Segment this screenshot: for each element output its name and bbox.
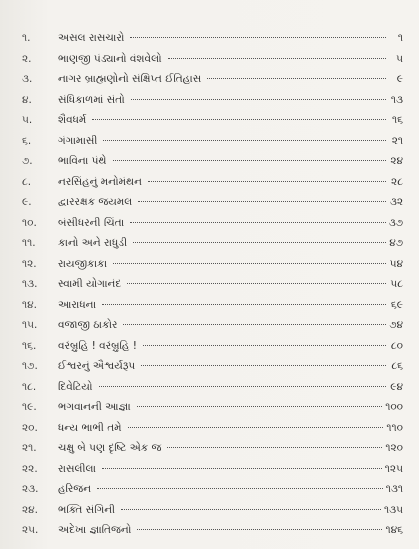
dot-leader <box>138 201 386 202</box>
toc-entry <box>22 28 403 49</box>
toc-entry-page: ૩૭ <box>388 216 403 229</box>
toc-entry-page: ૧૩ <box>390 93 403 106</box>
toc-entry-title: બંસીધરની ચિંતા <box>58 216 125 229</box>
dot-leader <box>143 345 386 346</box>
toc-entry-title: ભગવાનની આજ્ઞા <box>58 401 131 413</box>
toc-entry-page: ૨૮ <box>391 175 403 188</box>
toc-entry-number: ૨. <box>22 52 32 65</box>
toc-entry-title: અદેખા જ્ઞાતિજનો <box>58 524 132 536</box>
toc-entry-number: ૭. <box>22 155 33 167</box>
dot-leader <box>113 263 386 264</box>
toc-entry-page: ૪૭ <box>389 237 403 249</box>
toc-entry-page: ૮૬ <box>391 360 403 372</box>
toc-entry-title: કાનો અને રાધુડી <box>58 237 128 249</box>
toc-entry <box>22 377 403 398</box>
dot-leader <box>141 365 386 366</box>
toc-entry-title: નરસિંહનું મનોમંથન <box>58 175 142 188</box>
toc-list <box>22 28 403 541</box>
dot-leader <box>123 324 386 325</box>
toc-entry-title: સ્વામી યોગાનંદ <box>58 278 122 290</box>
toc-entry <box>22 254 403 275</box>
dot-leader <box>167 447 382 448</box>
dot-leader <box>128 427 384 428</box>
toc-entry <box>22 172 403 193</box>
toc-entry-title: સંધિકાળમાં સંતો <box>58 93 125 106</box>
dot-leader <box>137 529 382 530</box>
toc-entry-title: ભાવિના પંથે <box>58 155 107 167</box>
toc-entry-title: હરિજન <box>58 483 92 495</box>
toc-entry <box>22 295 403 316</box>
toc-entry-page: ૯૪ <box>390 380 403 393</box>
toc-entry-title: ઈશ્વરનું ઐશ્વર્યરૂપ <box>58 360 136 372</box>
toc-entry-number: ૧૨. <box>22 257 37 270</box>
toc-entry-page: ૧૩૧ <box>385 483 403 495</box>
toc-entry-number: ૧૪. <box>22 298 37 311</box>
toc-entry-number: ૪. <box>22 93 32 106</box>
dot-leader <box>113 160 387 161</box>
toc-entry-page: ૨૪ <box>390 155 403 167</box>
dot-leader <box>137 406 383 407</box>
toc-entry <box>22 233 403 254</box>
toc-entry-title: દ્વારરક્ષક જયમલ <box>58 196 133 208</box>
toc-entry-number: ૮. <box>22 175 32 188</box>
toc-entry <box>22 213 403 234</box>
toc-entry-title: દિવેટિયો <box>58 380 93 393</box>
toc-entry-title: ગંગામાસી <box>58 134 98 147</box>
toc-entry-title: રાયજીકાકા <box>58 257 108 270</box>
toc-entry-number: ૧૦. <box>22 216 37 229</box>
toc-entry-number: ૫. <box>22 114 33 126</box>
toc-entry <box>22 131 403 152</box>
toc-entry-number: ૨૦. <box>22 421 38 434</box>
dot-leader <box>130 222 386 223</box>
toc-entry <box>22 69 403 90</box>
dot-leader <box>103 140 386 141</box>
toc-entry-number: ૨૧. <box>22 442 37 454</box>
dot-leader <box>168 58 386 59</box>
toc-entry-number: ૧૮. <box>22 380 37 393</box>
toc-entry <box>22 356 403 377</box>
dot-leader <box>127 283 386 284</box>
toc-entry-number: ૨૩. <box>22 483 39 495</box>
toc-entry-page: ૩૨ <box>389 196 403 208</box>
toc-entry-number: ૧૩. <box>22 278 38 290</box>
toc-entry-number: ૧૭. <box>22 360 38 372</box>
toc-entry <box>22 192 403 213</box>
toc-entry-title: નાગર બ્રાહ્મણોનો સંક્ષિપ્ત ઈતિહાસ <box>58 73 202 85</box>
toc-entry-page: ૧૨૫ <box>384 462 403 475</box>
toc-entry-title: આરાધના <box>58 298 97 311</box>
dot-leader <box>102 304 386 305</box>
toc-entry-page: ૧ <box>397 32 403 44</box>
toc-entry-page: ૬૯ <box>390 298 403 311</box>
toc-entry-number: ૨૨. <box>22 462 38 475</box>
toc-entry-page: ૧૬ <box>391 114 403 126</box>
toc-entry-title: વરંબ્રુહિ ! વરંબ્રુહિ ! <box>58 339 137 352</box>
dot-leader <box>121 509 381 510</box>
toc-entry <box>22 500 403 521</box>
toc-entry-title: શૈવધર્મ <box>58 114 87 126</box>
toc-entry-page: ૮૦ <box>390 339 403 352</box>
toc-entry-title: ધન્ય ભાભી તમે <box>58 421 122 434</box>
dot-leader <box>148 181 386 182</box>
toc-entry-page: ૯ <box>396 73 403 85</box>
dot-leader <box>130 37 386 38</box>
toc-entry-number: ૧૯. <box>22 401 37 413</box>
toc-entry <box>22 49 403 70</box>
toc-entry-number: ૧૬. <box>22 339 37 352</box>
toc-entry <box>22 151 403 172</box>
toc-entry <box>22 520 403 541</box>
toc-entry <box>22 315 403 336</box>
toc-entry <box>22 90 403 111</box>
toc-entry-title: રાસલીલા <box>58 462 96 475</box>
dot-leader <box>207 78 386 79</box>
toc-entry-title: અસલ રાસચારો <box>58 32 125 44</box>
toc-entry-page: ૧૪૬ <box>385 524 403 536</box>
toc-entry-page: ૫ <box>396 52 403 65</box>
toc-entry-number: ૨૫. <box>22 524 39 536</box>
toc-entry-number: ૬. <box>22 134 32 147</box>
toc-entry-title: વજાજી ઠાકોર <box>58 319 118 331</box>
toc-entry-page: ૫૮ <box>390 278 403 290</box>
toc-entry <box>22 479 403 500</box>
dot-leader <box>133 242 386 243</box>
dot-leader <box>92 119 386 120</box>
toc-entry <box>22 274 403 295</box>
toc-entry-page: ૧૩૫ <box>383 503 403 516</box>
toc-entry-title: ચક્ષુ બે પણ દૃષ્ટિ એક જ <box>58 442 162 454</box>
toc-entry-number: ૧૫. <box>22 319 38 331</box>
toc-entry-page: ૧૦૦ <box>385 401 403 413</box>
toc-entry-title: ભક્તિ સંગિની <box>58 503 116 516</box>
toc-entry <box>22 336 403 357</box>
dot-leader <box>102 468 382 469</box>
toc-entry <box>22 459 403 480</box>
toc-entry-number: ૨૪. <box>22 503 39 516</box>
toc-entry-page: ૨૧ <box>391 134 403 147</box>
toc-entry <box>22 418 403 439</box>
dot-leader <box>99 386 387 387</box>
toc-entry-number: ૯. <box>22 196 32 208</box>
toc-entry-page: ૧૧૦ <box>386 421 403 434</box>
dot-leader <box>131 99 386 100</box>
toc-entry <box>22 110 403 131</box>
toc-entry-number: ૧. <box>22 32 31 44</box>
toc-entry-title: ભાણજી પંડ્યાનો વંશવેલો <box>58 52 162 65</box>
toc-entry-number: ૩. <box>22 73 33 85</box>
toc-entry-number: ૧૧. <box>22 237 36 249</box>
toc-entry <box>22 438 403 459</box>
toc-entry <box>22 397 403 418</box>
toc-entry-page: ૫૪ <box>389 257 403 270</box>
toc-entry-page: ૧૨૦ <box>385 442 403 454</box>
dot-leader <box>97 488 383 489</box>
toc-entry-page: ૭૪ <box>389 319 403 331</box>
